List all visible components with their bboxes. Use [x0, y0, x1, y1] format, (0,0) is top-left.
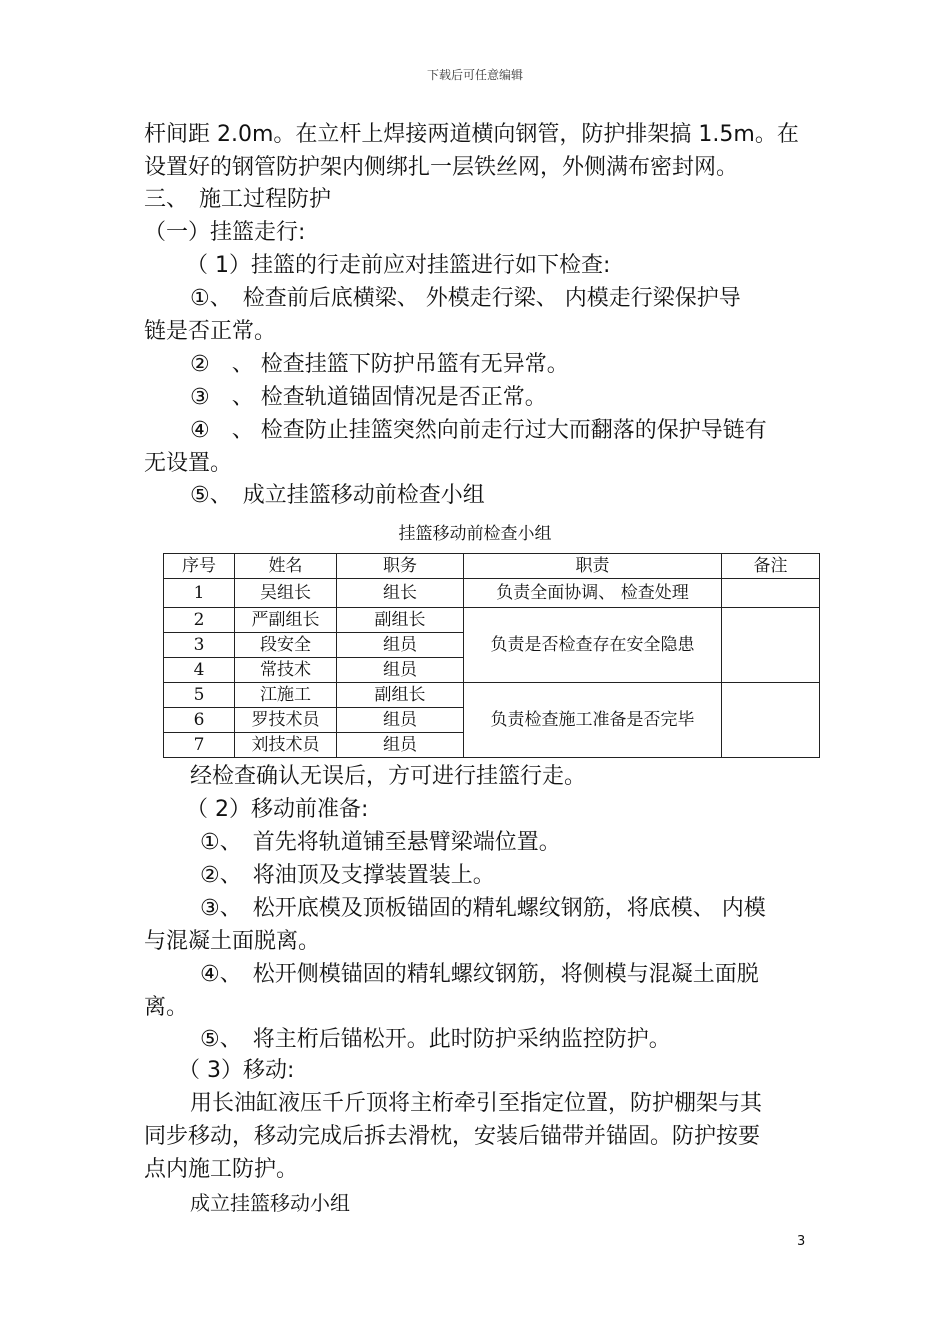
- cell-duty: 负责是否检查存在安全隐患: [464, 608, 722, 683]
- list-item: ② 、 检查挂篮下防护吊篮有无异常。: [190, 352, 569, 377]
- list-item: ⑤、 成立挂篮移动前检查小组: [190, 483, 485, 508]
- cell-duty: 负责检查施工准备是否完毕: [464, 683, 722, 758]
- page-header: 下载后可任意编辑: [426, 68, 523, 82]
- paragraph-line: 点内施工防护。: [144, 1157, 299, 1182]
- paragraph-line: 成立挂篮移动小组: [190, 1191, 350, 1215]
- list-item: ④、 松开侧模锚固的精轧螺纹钢筋，将侧模与混凝土面脱: [200, 962, 759, 987]
- cell-name: 江施工: [235, 683, 337, 708]
- table-header-row: [164, 554, 820, 579]
- list-item: ②、 将油顶及支撑装置装上。: [200, 863, 495, 888]
- cell-role: 组长: [337, 579, 464, 608]
- item-heading: （ 3）移动:: [178, 1058, 295, 1083]
- list-item: ③ 、 检查轨道锚固情况是否正常。: [190, 385, 547, 410]
- cell-name: 段安全: [235, 633, 337, 658]
- list-item: ④ 、 检查防止挂篮突然向前走行过大而翻落的保护导链有: [190, 418, 767, 443]
- paragraph-line: 同步移动，移动完成后拆去滑枕，安装后锚带并锚固。防护按要: [144, 1124, 761, 1149]
- paragraph-line: 无设置。: [144, 451, 233, 476]
- header-cell: 备注: [722, 554, 820, 579]
- list-item: ③、 松开底模及顶板锚固的精轧螺纹钢筋，将底模、 内模: [200, 896, 766, 921]
- table-row: [164, 683, 820, 708]
- cell-role: 副组长: [337, 683, 464, 708]
- header-cell: 姓名: [235, 554, 337, 579]
- cell-no: 1: [164, 579, 235, 608]
- cell-role: 组员: [337, 733, 464, 758]
- cell-role: 副组长: [337, 608, 464, 633]
- cell-role: 组员: [337, 633, 464, 658]
- cell-remark: [722, 608, 820, 683]
- table-row: [164, 579, 820, 608]
- section-heading: 三、 施工过程防护: [144, 187, 332, 212]
- inspection-group-table: [163, 553, 820, 758]
- cell-remark: [722, 579, 820, 608]
- cell-no: 3: [164, 633, 235, 658]
- paragraph-line: 经检查确认无误后，方可进行挂篮行走。: [190, 764, 587, 789]
- list-item: ①、 检查前后底横梁、 外模走行梁、 内模走行梁保护导: [190, 286, 741, 311]
- paragraph-line: 与混凝土面脱离。: [144, 929, 321, 954]
- cell-name: 严副组长: [235, 608, 337, 633]
- list-item: ①、 首先将轨道铺至悬臂梁端位置。: [200, 830, 561, 855]
- cell-no: 7: [164, 733, 235, 758]
- cell-name: 常技术: [235, 658, 337, 683]
- paragraph-line: 用长油缸液压千斤顶将主桁牵引至指定位置，防护棚架与其: [190, 1091, 763, 1116]
- subsection-heading: （一）挂篮走行:: [144, 220, 306, 245]
- table-row: [164, 608, 820, 633]
- cell-role: 组员: [337, 658, 464, 683]
- cell-role: 组员: [337, 708, 464, 733]
- cell-no: 5: [164, 683, 235, 708]
- cell-no: 2: [164, 608, 235, 633]
- header-cell: 职责: [464, 554, 722, 579]
- cell-no: 4: [164, 658, 235, 683]
- cell-name: 吴组长: [235, 579, 337, 608]
- cell-remark: [722, 683, 820, 758]
- page-number: 3: [797, 1234, 806, 1249]
- header-cell: 职务: [337, 554, 464, 579]
- cell-name: 刘技术员: [235, 733, 337, 758]
- paragraph-line: 设置好的钢管防护架内侧绑扎一层铁丝网，外侧满布密封网。: [144, 155, 739, 180]
- cell-duty: 负责全面协调、 检查处理: [464, 579, 722, 608]
- table-caption: 挂篮移动前检查小组: [398, 524, 552, 544]
- item-heading: （ 1）挂篮的行走前应对挂篮进行如下检查:: [186, 253, 611, 278]
- header-cell: 序号: [164, 554, 235, 579]
- cell-no: 6: [164, 708, 235, 733]
- item-heading: （ 2）移动前准备:: [186, 797, 369, 822]
- paragraph-line: 离。: [144, 995, 189, 1020]
- cell-name: 罗技术员: [235, 708, 337, 733]
- list-item: ⑤、 将主桁后锚松开。此时防护采纳监控防护。: [200, 1027, 671, 1052]
- paragraph-line: 杆间距 2.0m。在立杆上焊接两道横向钢管，防护排架搞 1.5m。在: [144, 122, 799, 147]
- paragraph-line: 链是否正常。: [144, 319, 277, 344]
